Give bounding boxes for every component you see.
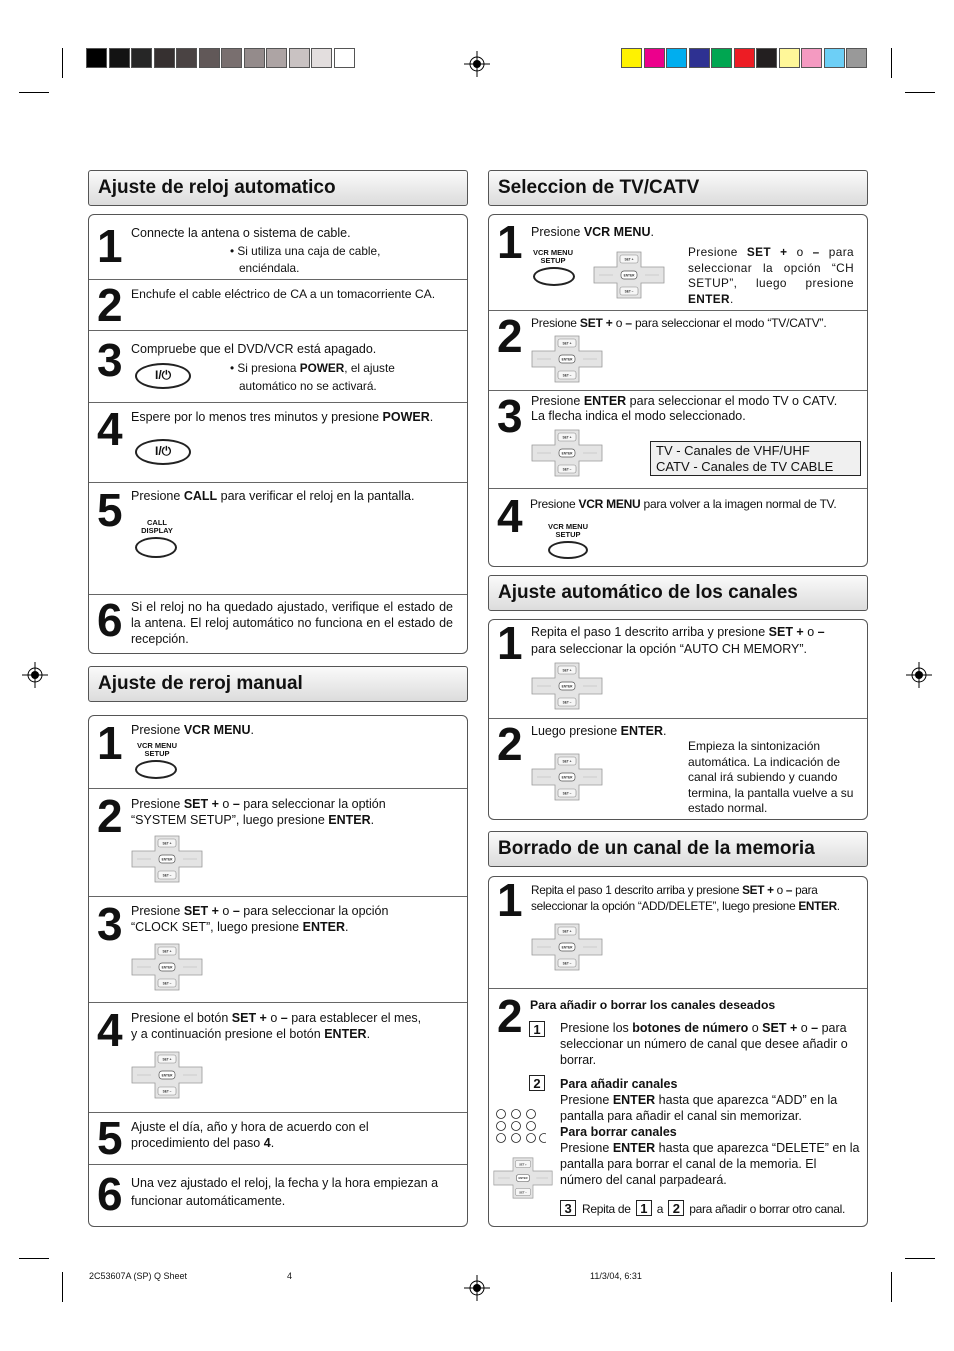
power-icon: I/⏻ <box>155 444 172 458</box>
color-swatch <box>621 48 642 68</box>
set-enter-dpad[interactable] <box>131 1051 203 1099</box>
registration-mark-icon <box>464 51 490 77</box>
mode-option-catv: CATV - Canales de TV CABLE <box>656 459 834 474</box>
color-swatch <box>334 48 355 68</box>
step-text: Luego presione ENTER. <box>531 724 667 738</box>
svg-text:SET +: SET + <box>562 668 572 673</box>
crop-mark <box>19 92 49 93</box>
svg-text:ENTER: ENTER <box>161 965 173 970</box>
footer-date: 11/3/04, 6:31 <box>590 1271 642 1281</box>
step-text: Presione VCR MENU. <box>131 723 254 737</box>
set-enter-dpad[interactable] <box>531 662 603 710</box>
step-text: Compruebe que el DVD/VCR está apagado. <box>131 342 377 356</box>
svg-text:ENTER: ENTER <box>161 857 173 862</box>
svg-text:SET –: SET – <box>562 961 572 966</box>
color-swatch <box>266 48 287 68</box>
step-1 <box>89 716 467 788</box>
set-enter-dpad[interactable] <box>593 251 665 299</box>
step-number: 2 <box>497 310 523 362</box>
step-number: 3 <box>97 898 123 950</box>
power-button[interactable] <box>135 363 191 389</box>
set-enter-dpad[interactable] <box>531 335 603 383</box>
svg-text:ENTER: ENTER <box>561 451 573 456</box>
step-text: Presione ENTER para seleccionar el modo TV o CATV. La flecha indica el modo seleccionado. <box>531 394 838 423</box>
step-6 <box>89 1164 467 1227</box>
step-text: Repita el paso 1 descrito arriba y presione SET + o – para seleccionar la opción “AUTO CH MEMORY”. <box>531 625 825 656</box>
set-enter-dpad[interactable] <box>493 1157 553 1199</box>
crop-mark <box>905 92 935 93</box>
item-number-box: 3 <box>560 1200 576 1216</box>
color-swatch <box>311 48 332 68</box>
step-number: 2 <box>497 990 523 1042</box>
step-text: Enchufe el cable eléctrico de CA a un tomacorriente CA. <box>131 287 436 301</box>
color-swatch <box>644 48 665 68</box>
color-swatch <box>199 48 220 68</box>
step-4 <box>489 488 867 567</box>
svg-text:SET –: SET – <box>562 700 572 705</box>
svg-text:ENTER: ENTER <box>518 1177 528 1181</box>
step-1 <box>489 877 867 988</box>
step-2 <box>489 310 867 390</box>
step-number: 5 <box>97 1112 123 1164</box>
svg-text:SET –: SET – <box>562 373 572 378</box>
color-swatch <box>824 48 845 68</box>
power-icon: I/⏻ <box>155 368 172 382</box>
number-buttons-icon <box>494 1107 546 1147</box>
svg-text:SET –: SET – <box>519 1191 527 1195</box>
step-6 <box>89 594 467 654</box>
svg-text:ENTER: ENTER <box>561 684 573 689</box>
button-label: DISPLAY <box>141 526 173 535</box>
svg-text:ENTER: ENTER <box>561 775 573 780</box>
power-button[interactable] <box>135 439 191 465</box>
crop-mark <box>62 48 63 78</box>
step-note: Empieza la sintonización automática. La indicación de canal irá subiendo y cuando termina, la pantalla vuelve a su estado normal. <box>688 739 854 815</box>
vcr-menu-setup-button[interactable] <box>533 267 575 286</box>
color-swatch <box>666 48 687 68</box>
step-1 <box>489 215 867 310</box>
step-note: enciéndala. <box>239 261 300 275</box>
step-text: Ajuste el día, año y hora de acuerdo con el procedimiento del paso 4. <box>131 1120 369 1150</box>
set-enter-dpad[interactable] <box>531 753 603 801</box>
item-number-box: 2 <box>668 1200 684 1216</box>
step-number: 3 <box>97 334 123 386</box>
color-swatch <box>244 48 265 68</box>
crop-mark <box>891 48 892 78</box>
registration-mark-icon <box>22 662 48 688</box>
svg-text:SET +: SET + <box>562 341 572 346</box>
crop-mark <box>62 1272 63 1302</box>
step-number: 1 <box>97 220 123 272</box>
svg-text:SET +: SET + <box>162 1057 172 1062</box>
svg-text:SET +: SET + <box>162 841 172 846</box>
color-swatch <box>86 48 107 68</box>
step-2 <box>489 988 867 1227</box>
item-number-box: 2 <box>529 1075 545 1091</box>
svg-text:SET +: SET + <box>162 949 172 954</box>
color-swatch <box>779 48 800 68</box>
registration-mark-icon <box>906 662 932 688</box>
step-number: 4 <box>97 1004 123 1056</box>
step-number: 6 <box>97 594 123 646</box>
section-title-manual-clock: Ajuste de reroj manual <box>88 666 468 702</box>
step-3 <box>89 896 467 1002</box>
step-number: 2 <box>497 718 523 770</box>
step-heading: Para añadir o borrar los canales deseados <box>530 998 776 1012</box>
color-swatch <box>734 48 755 68</box>
step-number: 1 <box>497 216 523 268</box>
step-4 <box>89 402 467 482</box>
step-number: 1 <box>497 876 523 926</box>
color-swatch <box>689 48 710 68</box>
svg-text:SET +: SET + <box>562 759 572 764</box>
step-text: Presione el botón SET + o – para establecer el mes, y a continuación presione el botón ENTER. <box>131 1011 422 1041</box>
step-text: Presione SET + o – para seleccionar el modo “TV/CATV”. <box>531 316 827 330</box>
crop-mark <box>19 1258 49 1259</box>
step-text: Presione VCR MENU. <box>531 225 654 239</box>
step-2 <box>489 718 867 820</box>
step-text: Si el reloj no ha quedado ajustado, verifique el estado de la antena. El reloj automático no funciona en el estado de recepción. <box>131 600 453 646</box>
button-label: SETUP <box>540 256 566 265</box>
step-number: 1 <box>497 619 523 669</box>
set-enter-dpad[interactable] <box>131 835 203 883</box>
color-swatch <box>176 48 197 68</box>
svg-text:SET –: SET – <box>562 791 572 796</box>
panel-auto-clock <box>88 214 468 654</box>
item-number-box: 1 <box>529 1021 545 1037</box>
section-title-erase-channel: Borrado de un canal de la memoria <box>488 831 868 867</box>
item-text: Presione los botones de número o SET + o – para seleccionar un número de canal que desee añadir o borrar. <box>560 1021 848 1067</box>
color-swatch <box>756 48 777 68</box>
svg-text:SET +: SET + <box>519 1163 527 1167</box>
vcr-menu-setup-button[interactable] <box>135 760 177 779</box>
svg-text:SET –: SET – <box>624 289 634 294</box>
set-enter-dpad[interactable] <box>531 923 603 971</box>
step-3 <box>489 390 867 488</box>
panel-auto-channels <box>488 619 868 820</box>
step-number: 2 <box>97 279 123 331</box>
section-title-auto-channels: Ajuste automático de los canales <box>488 575 868 611</box>
step-text: Espere por lo menos tres minutos y presione POWER. <box>131 410 434 424</box>
svg-text:ENTER: ENTER <box>161 1073 173 1078</box>
button-label: VCR MENU <box>532 248 573 257</box>
step-note: Presione SET + o – para seleccionar la opción “CH SETUP”, luego presione ENTER. <box>688 245 854 306</box>
step-1 <box>89 215 467 279</box>
step-2 <box>89 279 467 330</box>
step-text: Presione CALL para verificar el reloj en la pantalla. <box>131 489 415 503</box>
step-text: Presione VCR MENU para volver a la imagen normal de TV. <box>530 497 837 511</box>
step-number: 4 <box>497 490 523 542</box>
footer-sheet-id: 2C53607A (SP) Q Sheet <box>89 1271 188 1281</box>
svg-text:SET +: SET + <box>562 929 572 934</box>
registration-mark-icon <box>464 1275 490 1301</box>
step-number: 4 <box>97 403 123 455</box>
step-3 <box>89 330 467 402</box>
panel-manual-clock <box>88 715 468 1227</box>
svg-text:SET –: SET – <box>562 467 572 472</box>
color-swatch <box>289 48 310 68</box>
set-enter-dpad[interactable] <box>531 429 603 477</box>
step-text: Connecte la antena o sistema de cable. <box>131 226 351 240</box>
step-5 <box>89 482 467 594</box>
step-number: 3 <box>497 390 523 442</box>
color-swatch <box>154 48 175 68</box>
color-swatch <box>131 48 152 68</box>
svg-text:ENTER: ENTER <box>561 357 573 362</box>
item-text: Para añadir canales Presione ENTER hasta que aparezca “ADD” en la pantalla para añadir el canal sin memorizar. Para borrar canales Presione ENTER hasta que aparezca “DELETE” en la pantalla para borrar el canal de la memoria. El número del canal parpadeará. <box>560 1077 860 1187</box>
svg-text:SET +: SET + <box>562 435 572 440</box>
step-number: 5 <box>97 484 123 536</box>
step-note: automático no se activará. <box>239 379 377 393</box>
vcr-menu-setup-button[interactable] <box>548 541 588 559</box>
mode-options-box <box>650 441 861 476</box>
section-title-tv-catv: Seleccion de TV/CATV <box>488 170 868 206</box>
svg-text:SET –: SET – <box>162 1089 172 1094</box>
step-5 <box>89 1112 467 1164</box>
crop-mark <box>905 1258 935 1259</box>
step-note: • Si presiona POWER, el ajuste <box>230 361 395 375</box>
svg-text:SET –: SET – <box>162 981 172 986</box>
color-swatch <box>221 48 242 68</box>
color-swatch <box>801 48 822 68</box>
step-number: 1 <box>97 717 123 769</box>
step-1 <box>489 620 867 718</box>
button-label: VCR MENU <box>547 522 588 531</box>
color-swatch <box>109 48 130 68</box>
step-4 <box>89 1002 467 1112</box>
panel-erase-channel <box>488 876 868 1227</box>
step-text: Presione SET + o – para seleccionar la optión “SYSTEM SETUP”, luego presione ENTER. <box>131 797 386 827</box>
svg-text:ENTER: ENTER <box>561 945 573 950</box>
svg-text:ENTER: ENTER <box>623 273 635 278</box>
step-number: 6 <box>97 1168 123 1220</box>
svg-text:SET –: SET – <box>162 873 172 878</box>
panel-tv-catv <box>488 214 868 567</box>
call-display-button[interactable] <box>135 537 177 558</box>
section-title-auto-clock: Ajuste de reloj automatico <box>88 170 468 206</box>
item-number-box: 1 <box>636 1200 652 1216</box>
crop-mark <box>891 1272 892 1302</box>
button-label: CALL <box>147 518 167 527</box>
step-number: 2 <box>97 790 123 842</box>
step-text: Una vez ajustado el reloj, la fecha y la hora empiezan a funcionar automáticamente. <box>131 1176 439 1208</box>
set-enter-dpad[interactable] <box>131 943 203 991</box>
button-label: SETUP <box>555 530 581 539</box>
step-note: • Si utiliza una caja de cable, <box>230 244 381 258</box>
button-label: SETUP <box>144 749 170 758</box>
repeat-instruction: 3 Repita de 1 a 2 para añadir o borrar otro canal. <box>560 1200 845 1217</box>
step-text: Repita el paso 1 descrito arriba y presione SET + o – para seleccionar la opción “ADD/DELETE”, luego presione ENTER. <box>531 883 840 913</box>
color-swatch <box>846 48 867 68</box>
svg-text:SET +: SET + <box>624 257 634 262</box>
step-2 <box>89 788 467 896</box>
button-label: VCR MENU <box>136 741 177 750</box>
footer-page-number: 4 <box>287 1271 293 1281</box>
mode-option-tv: TV - Canales de VHF/UHF <box>656 443 810 458</box>
step-text: Presione SET + o – para seleccionar la opción “CLOCK SET”, luego presione ENTER. <box>131 904 389 934</box>
color-swatch <box>711 48 732 68</box>
